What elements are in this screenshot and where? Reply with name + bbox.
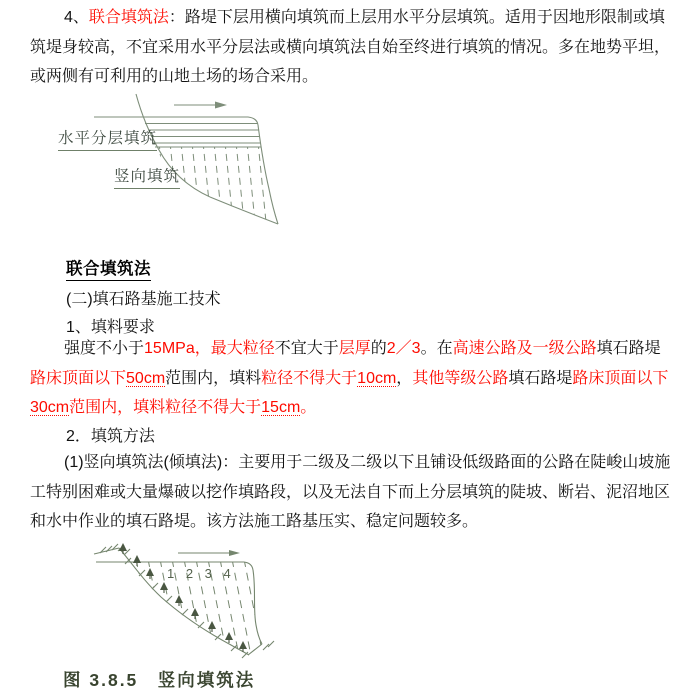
text-segment: 粒径不得大于 [261,369,358,387]
vertical-fill-diagram-drawing [90,539,310,665]
fill-bottom-edge [210,197,278,224]
text-segment: 联合填筑法 [88,9,169,26]
text-segment: 其他等级公路 [412,369,509,387]
direction-arrow-icon [174,102,227,109]
text-segment: ， [396,369,413,387]
text-segment: 2／3 [386,340,421,357]
section-heading-combined-fill: 联合填筑法 [66,255,151,281]
text-segment: 填石路堤 [508,369,573,387]
text-segment: 不宜大于 [274,340,339,357]
text-segment: (1)竖向填筑法(倾填法)：主要用于二级及二级以下且铺设低级路面的公路在陡峻山坡施工特别困难或大量爆破以挖作填路段，以及无法自下而上分层填筑的陡坡、断岩、泥沼地区和水中作业的填石路堤。该方法施工路基压实、稳定问题较多。 [30,454,671,530]
paragraph-material-requirements [30,334,671,423]
paragraph-vertical-fill-method [30,448,671,537]
text-segment: 路床顶面以下 [30,369,127,387]
text-segment: 50cm [126,369,166,387]
text-segment: 的 [370,340,387,357]
bottom-hatch-marks [263,641,274,650]
subsection-title-rockfill-technique: (二)填石路基施工技术 [66,291,221,308]
fill-right-edge [253,570,262,644]
text-segment: 强度不小于 [64,340,145,357]
text-segment: 范围内，填料 [165,369,262,387]
tree-icons [119,543,247,649]
text-segment: 路床顶面以下 [572,369,669,387]
text-segment: 。 [300,399,317,416]
horizontal-fill-layer-lines [145,124,261,148]
text-segment: 范围内，填料粒径不得大于 [69,399,262,416]
text-segment: 30cm [30,399,70,416]
text-segment: 。在 [420,340,453,357]
text-segment: 层厚 [338,340,371,357]
label-horizontal-layered-fill: 水平分层填筑 [58,126,157,151]
figure-combined-fill-diagram [32,92,364,238]
combined-fill-diagram-drawing [32,92,364,238]
text-segment: 高速公路及一级公路 [452,340,597,357]
direction-arrow-icon [178,550,240,556]
fill-right-edge [258,125,278,224]
fill-bottom-edge [248,644,262,655]
label-vertical-fill: 竖向填筑 [114,164,180,189]
text-segment: 4、 [64,9,89,26]
text-segment: 10cm [357,369,397,387]
text-segment: 15cm [261,399,301,416]
item-title-material-requirements: 1、填料要求 [66,319,155,336]
layer-sequence-numbers: 1 2 3 4 [167,566,235,581]
text-segment: 15MPa，最大粒径 [144,340,275,357]
text-segment: ：路堤下层用横向填筑而上层用水平分层填筑。适用于因地形限制或填筑堤身较高，不宜采用水平分层法或横向填筑法自始至终进行填筑的情况。多在地势平坦，或两侧有可利用的山地土场的场合采用。 [30,9,671,85]
figure-vertical-fill-diagram [90,539,310,665]
text-segment: 填石路堤 [596,340,661,357]
paragraph-combined-fill-method [30,3,670,92]
figure-caption: 图 3.8.5 竖向填筑法 [63,670,256,690]
item-title-fill-methods: 2．填筑方法 [66,428,155,445]
